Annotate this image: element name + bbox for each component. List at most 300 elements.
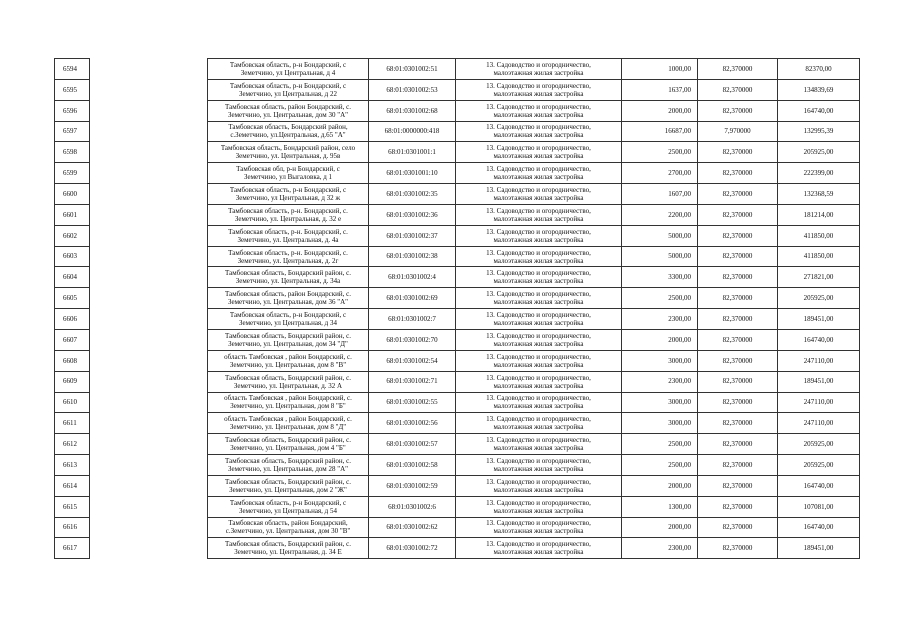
land-use-line-1: 13. Садоводство и огородничество, <box>486 394 591 403</box>
row-number: 6597 <box>55 121 90 142</box>
area-value: 3000,00 <box>622 350 698 371</box>
table-row <box>55 79 860 100</box>
address-line-1: Тамбовская область, Бондарский район, с. <box>225 269 351 278</box>
cadastral-value: 205925,00 <box>778 288 860 309</box>
address-cell <box>208 288 369 309</box>
land-use-cell <box>456 184 622 205</box>
spacer-cell <box>90 184 208 205</box>
spacer-cell <box>90 496 208 517</box>
land-use-line-2: малоэтажная жилая застройка <box>493 319 584 328</box>
row-number: 6611 <box>55 413 90 434</box>
address-line-1: Тамбовская область, р-н Бондарский, с <box>229 60 347 69</box>
unit-price: 82,370000 <box>698 329 778 350</box>
land-use-line-1: 13. Садоводство и огородничество, <box>486 123 591 132</box>
cadastral-value: 411850,00 <box>778 225 860 246</box>
row-number: 6609 <box>55 371 90 392</box>
land-use-line-2: малоэтажная жилая застройка <box>493 485 584 494</box>
unit-price: 82,370000 <box>698 475 778 496</box>
unit-price: 82,370000 <box>698 288 778 309</box>
address-line-2: Земетчино, ул. Центральная, д. 34а <box>235 277 341 286</box>
row-number: 6616 <box>55 517 90 538</box>
cadastral-number: 68:01:0301001:10 <box>369 163 456 184</box>
table-row <box>55 434 860 455</box>
address-cell <box>208 475 369 496</box>
address-line-2: Земетчино, ул. Центральная, дом 8 "Д" <box>229 423 347 432</box>
land-use-line-2: малоэтажная жилая застройка <box>493 131 584 140</box>
cadastral-number: 68:01:0301002:62 <box>369 517 456 538</box>
unit-price: 82,370000 <box>698 496 778 517</box>
row-number: 6596 <box>55 100 90 121</box>
cadastral-value: 132995,39 <box>778 121 860 142</box>
table-row <box>55 246 860 267</box>
area-value: 2000,00 <box>622 100 698 121</box>
address-line-1: Тамбовская область, р-н. Бондарский, с. <box>228 206 348 215</box>
address-line-2: Земетчино, ул. Центральная, дом 34 "Д" <box>228 339 348 348</box>
land-use-line-1: 13. Садоводство и огородничество, <box>486 248 591 257</box>
land-use-line-1: 13. Садоводство и огородничество, <box>486 165 591 174</box>
cadastral-value: 164740,00 <box>778 100 860 121</box>
address-cell <box>208 100 369 121</box>
area-value: 2300,00 <box>622 371 698 392</box>
address-cell <box>208 434 369 455</box>
cadastral-value: 222399,00 <box>778 163 860 184</box>
address-line-1: Тамбовская область, район Бондарский, с. <box>225 290 351 299</box>
address-line-1: Тамбовская область, Бондарский район, с. <box>225 456 351 465</box>
land-use-line-2: малоэтажная жилая застройка <box>493 402 584 411</box>
cadastral-number: 68:01:0301002:69 <box>369 288 456 309</box>
land-use-line-1: 13. Садоводство и огородничество, <box>486 102 591 111</box>
address-line-2: Земетчино, ул. Центральная, дом 28 "А" <box>227 464 348 473</box>
unit-price: 82,370000 <box>698 59 778 80</box>
address-line-2: Земетчино, ул. Центральная, д. 4а <box>237 235 339 244</box>
address-line-2: Земетчино, ул Центральная, д 54 <box>239 506 337 515</box>
land-use-line-2: малоэтажная жилая застройка <box>493 339 584 348</box>
table-row <box>55 392 860 413</box>
spacer-cell <box>90 329 208 350</box>
spacer-cell <box>90 100 208 121</box>
spacer-cell <box>90 225 208 246</box>
area-value: 2500,00 <box>622 142 698 163</box>
land-use-line-2: малоэтажная жилая застройка <box>493 464 584 473</box>
cadastral-value: 134839,69 <box>778 79 860 100</box>
address-line-2: Земетчино, ул. Центральная, дом 36 "А" <box>227 298 348 307</box>
address-cell <box>208 225 369 246</box>
land-use-cell <box>456 309 622 330</box>
address-line-2: Земетчино, ул Выгаловка, д 1 <box>243 173 333 182</box>
area-value: 2000,00 <box>622 475 698 496</box>
area-value: 2000,00 <box>622 517 698 538</box>
unit-price: 82,370000 <box>698 142 778 163</box>
cadastral-number: 68:01:0301002:53 <box>369 79 456 100</box>
land-use-line-1: 13. Садоводство и огородничество, <box>486 144 591 153</box>
address-cell <box>208 184 369 205</box>
area-value: 2500,00 <box>622 434 698 455</box>
land-use-cell <box>456 350 622 371</box>
land-use-line-2: малоэтажная жилая застройка <box>493 527 584 536</box>
address-line-2: Земетчино, ул Центральная, д 22 <box>239 89 337 98</box>
area-value: 5000,00 <box>622 225 698 246</box>
address-cell <box>208 538 369 559</box>
cadastral-number: 68:01:0301002:72 <box>369 538 456 559</box>
spacer-cell <box>90 538 208 559</box>
land-use-cell <box>456 517 622 538</box>
land-use-line-1: 13. Садоводство и огородничество, <box>486 185 591 194</box>
address-line-2: Земетчино, ул. Центральная, д. 32 А <box>233 381 343 390</box>
land-use-cell <box>456 163 622 184</box>
unit-price: 82,370000 <box>698 392 778 413</box>
cadastral-value: 82370,00 <box>778 59 860 80</box>
cadastral-number: 68:01:0301002:6 <box>369 496 456 517</box>
spacer-cell <box>90 163 208 184</box>
table-row <box>55 59 860 80</box>
table-row <box>55 288 860 309</box>
cadastral-number: 68:01:0301002:58 <box>369 455 456 476</box>
cadastral-number: 68:01:0000000:418 <box>369 121 456 142</box>
row-number: 6599 <box>55 163 90 184</box>
address-line-1: Тамбовская область, Бондарский район, с. <box>225 477 351 486</box>
area-value: 3300,00 <box>622 267 698 288</box>
unit-price: 82,370000 <box>698 246 778 267</box>
land-use-line-2: малоэтажная жилая застройка <box>493 381 584 390</box>
table-row <box>55 413 860 434</box>
land-use-cell <box>456 434 622 455</box>
area-value: 3000,00 <box>622 413 698 434</box>
cadastral-number: 68:01:0301002:51 <box>369 59 456 80</box>
row-number: 6605 <box>55 288 90 309</box>
unit-price: 82,370000 <box>698 184 778 205</box>
cadastral-value: 205925,00 <box>778 142 860 163</box>
land-use-line-1: 13. Садоводство и огородничество, <box>486 352 591 361</box>
land-use-line-1: 13. Садоводство и огородничество, <box>486 477 591 486</box>
land-use-cell <box>456 455 622 476</box>
address-cell <box>208 309 369 330</box>
row-number: 6601 <box>55 204 90 225</box>
spacer-cell <box>90 288 208 309</box>
land-use-line-1: 13. Садоводство и огородничество, <box>486 81 591 90</box>
address-line-2: Земетчино, ул Центральная, д 34 <box>239 319 337 328</box>
row-number: 6598 <box>55 142 90 163</box>
area-value: 16687,00 <box>622 121 698 142</box>
address-line-2: Земетчино, ул. Центральная, дом 4 "Б" <box>230 444 346 453</box>
land-use-cell <box>456 59 622 80</box>
spacer-cell <box>90 517 208 538</box>
address-line-1: Тамбовская область, Бондарский район, с. <box>225 373 351 382</box>
land-use-line-1: 13. Садоводство и огородничество, <box>486 331 591 340</box>
address-cell <box>208 204 369 225</box>
table-row <box>55 329 860 350</box>
address-line-2: Земетчино, ул. Центральная, дом 8 "Б" <box>230 402 346 411</box>
land-plots-table <box>54 58 860 559</box>
address-cell <box>208 267 369 288</box>
cadastral-value: 189451,00 <box>778 538 860 559</box>
land-use-line-1: 13. Садоводство и огородничество, <box>486 269 591 278</box>
address-line-1: область Тамбовская , район Бондарский, с. <box>224 415 352 424</box>
cadastral-number: 68:01:0301002:38 <box>369 246 456 267</box>
cadastral-value: 189451,00 <box>778 309 860 330</box>
cadastral-value: 247110,00 <box>778 413 860 434</box>
cadastral-value: 164740,00 <box>778 329 860 350</box>
land-use-line-1: 13. Садоводство и огородничество, <box>486 415 591 424</box>
address-line-1: область Тамбовская , район Бондарский, с. <box>224 394 352 403</box>
land-use-cell <box>456 329 622 350</box>
address-cell <box>208 413 369 434</box>
row-number: 6610 <box>55 392 90 413</box>
land-use-line-1: 13. Садоводство и огородничество, <box>486 436 591 445</box>
land-use-line-2: малоэтажная жилая застройка <box>493 298 584 307</box>
spacer-cell <box>90 267 208 288</box>
address-line-1: Тамбовская область, р-н Бондарский, с <box>229 81 347 90</box>
land-use-cell <box>456 142 622 163</box>
land-use-line-2: малоэтажная жилая застройка <box>493 152 584 161</box>
unit-price: 82,370000 <box>698 100 778 121</box>
spacer-cell <box>90 142 208 163</box>
cadastral-value: 411850,00 <box>778 246 860 267</box>
spacer-cell <box>90 434 208 455</box>
unit-price: 82,370000 <box>698 204 778 225</box>
land-use-cell <box>456 204 622 225</box>
cadastral-number: 68:01:0301002:70 <box>369 329 456 350</box>
row-number: 6607 <box>55 329 90 350</box>
address-line-1: Тамбовская область, Бондарский район, с. <box>225 540 351 549</box>
land-use-line-2: малоэтажная жилая застройка <box>493 256 584 265</box>
table-row <box>55 350 860 371</box>
address-line-1: Тамбовская область, Бондарский район, с. <box>225 331 351 340</box>
unit-price: 82,370000 <box>698 350 778 371</box>
address-line-1: Тамбовская область, р-н Бондарский, с <box>229 185 347 194</box>
area-value: 1607,00 <box>622 184 698 205</box>
land-use-cell <box>456 225 622 246</box>
unit-price: 82,370000 <box>698 163 778 184</box>
unit-price: 82,370000 <box>698 267 778 288</box>
address-cell <box>208 496 369 517</box>
row-number: 6615 <box>55 496 90 517</box>
row-number: 6613 <box>55 455 90 476</box>
land-use-line-2: малоэтажная жилая застройка <box>493 360 584 369</box>
table-row <box>55 121 860 142</box>
cadastral-number: 68:01:0301002:35 <box>369 184 456 205</box>
land-use-line-2: малоэтажная жилая застройка <box>493 548 584 557</box>
area-value: 2200,00 <box>622 204 698 225</box>
table-row <box>55 538 860 559</box>
land-use-line-1: 13. Садоводство и огородничество, <box>486 498 591 507</box>
land-use-line-1: 13. Садоводство и огородничество, <box>486 227 591 236</box>
cadastral-number: 68:01:0301002:37 <box>369 225 456 246</box>
land-use-line-1: 13. Садоводство и огородничество, <box>486 519 591 528</box>
land-use-line-2: малоэтажная жилая застройка <box>493 214 584 223</box>
row-number: 6595 <box>55 79 90 100</box>
land-use-cell <box>456 246 622 267</box>
cadastral-value: 164740,00 <box>778 475 860 496</box>
land-use-line-2: малоэтажная жилая застройка <box>493 68 584 77</box>
address-line-1: область Тамбовская , район Бондарский, с. <box>224 352 352 361</box>
cadastral-value: 205925,00 <box>778 434 860 455</box>
address-line-2: Земетчино, ул. Центральная, дом 30 "А" <box>227 110 348 119</box>
unit-price: 82,370000 <box>698 517 778 538</box>
unit-price: 7,970000 <box>698 121 778 142</box>
address-line-2: Земетчино, ул Центральная, д 32 ж <box>235 193 341 202</box>
spacer-cell <box>90 413 208 434</box>
address-line-2: Земетчино, ул. Центральная, д. 34 Е <box>234 548 342 557</box>
table-row <box>55 204 860 225</box>
land-use-line-1: 13. Садоводство и огородничество, <box>486 311 591 320</box>
unit-price: 82,370000 <box>698 309 778 330</box>
row-number: 6614 <box>55 475 90 496</box>
table-row <box>55 100 860 121</box>
address-cell <box>208 371 369 392</box>
area-value: 2300,00 <box>622 538 698 559</box>
land-use-line-1: 13. Садоводство и огородничество, <box>486 540 591 549</box>
table-row <box>55 163 860 184</box>
cadastral-value: 181214,00 <box>778 204 860 225</box>
cadastral-value: 205925,00 <box>778 455 860 476</box>
table-row <box>55 309 860 330</box>
table-row <box>55 225 860 246</box>
land-use-cell <box>456 79 622 100</box>
address-line-1: Тамбовская область, р-н Бондарский, с <box>229 498 347 507</box>
land-use-cell <box>456 288 622 309</box>
area-value: 2000,00 <box>622 329 698 350</box>
spacer-cell <box>90 475 208 496</box>
spacer-cell <box>90 59 208 80</box>
address-cell <box>208 517 369 538</box>
spacer-cell <box>90 121 208 142</box>
table-row <box>55 184 860 205</box>
land-use-line-2: малоэтажная жилая застройка <box>493 110 584 119</box>
spacer-cell <box>90 309 208 330</box>
address-cell <box>208 163 369 184</box>
address-cell <box>208 455 369 476</box>
address-line-2: Земетчино, ул Центральная, д 4 <box>240 68 336 77</box>
area-value: 3000,00 <box>622 392 698 413</box>
cadastral-number: 68:01:0301002:36 <box>369 204 456 225</box>
land-use-cell <box>456 538 622 559</box>
land-use-line-2: малоэтажная жилая застройка <box>493 89 584 98</box>
unit-price: 82,370000 <box>698 79 778 100</box>
spacer-cell <box>90 350 208 371</box>
land-use-line-1: 13. Садоводство и огородничество, <box>486 206 591 215</box>
cadastral-value: 247110,00 <box>778 350 860 371</box>
row-number: 6608 <box>55 350 90 371</box>
cadastral-number: 68:01:0301002:56 <box>369 413 456 434</box>
land-use-line-2: малоэтажная жилая застройка <box>493 235 584 244</box>
row-number: 6617 <box>55 538 90 559</box>
row-number: 6603 <box>55 246 90 267</box>
cadastral-number: 68:01:0301002:59 <box>369 475 456 496</box>
address-line-2: Земетчино, ул. Центральная, дом 2 "Ж" <box>229 485 347 494</box>
unit-price: 82,370000 <box>698 225 778 246</box>
land-use-line-1: 13. Садоводство и огородничество, <box>486 456 591 465</box>
cadastral-value: 189451,00 <box>778 371 860 392</box>
land-use-cell <box>456 392 622 413</box>
unit-price: 82,370000 <box>698 434 778 455</box>
address-line-2: Земетчино, ул. Центральная, д. 95в <box>235 152 341 161</box>
cadastral-value: 107081,00 <box>778 496 860 517</box>
address-line-1: Тамбовская область, район Бондарский, <box>228 519 348 528</box>
land-use-line-1: 13. Садоводство и огородничество, <box>486 290 591 299</box>
land-use-cell <box>456 413 622 434</box>
table-row <box>55 455 860 476</box>
address-line-1: Тамбовская область, Бондарский район, село <box>220 144 356 153</box>
cadastral-number: 68:01:0301002:7 <box>369 309 456 330</box>
land-use-cell <box>456 121 622 142</box>
row-number: 6594 <box>55 59 90 80</box>
address-line-2: Земетчино, ул. Центральная, д. 32 е <box>234 214 342 223</box>
land-use-line-1: 13. Садоводство и огородничество, <box>486 373 591 382</box>
address-line-1: Тамбовская обл, р-н Бондарский, с <box>236 165 340 174</box>
table-row <box>55 371 860 392</box>
row-number: 6604 <box>55 267 90 288</box>
area-value: 1637,00 <box>622 79 698 100</box>
land-use-line-2: малоэтажная жилая застройка <box>493 506 584 515</box>
area-value: 1000,00 <box>622 59 698 80</box>
unit-price: 82,370000 <box>698 538 778 559</box>
row-number: 6612 <box>55 434 90 455</box>
spacer-cell <box>90 246 208 267</box>
area-value: 5000,00 <box>622 246 698 267</box>
spacer-cell <box>90 204 208 225</box>
unit-price: 82,370000 <box>698 455 778 476</box>
address-line-1: Тамбовская область, Бондарский район, <box>228 123 348 132</box>
address-cell <box>208 329 369 350</box>
unit-price: 82,370000 <box>698 371 778 392</box>
address-cell <box>208 142 369 163</box>
row-number: 6606 <box>55 309 90 330</box>
table-row <box>55 142 860 163</box>
address-line-1: Тамбовская область, р-н Бондарский, с <box>229 311 347 320</box>
land-use-line-2: малоэтажная жилая застройка <box>493 444 584 453</box>
table-row <box>55 496 860 517</box>
cadastral-number: 68:01:0301002:57 <box>369 434 456 455</box>
address-cell <box>208 350 369 371</box>
cadastral-number: 68:01:0301002:71 <box>369 371 456 392</box>
area-value: 2500,00 <box>622 455 698 476</box>
cadastral-number: 68:01:0301002:55 <box>369 392 456 413</box>
land-use-line-2: малоэтажная жилая застройка <box>493 277 584 286</box>
address-line-1: Тамбовская область, район Бондарский, с. <box>225 102 351 111</box>
land-use-line-2: малоэтажная жилая застройка <box>493 423 584 432</box>
area-value: 2700,00 <box>622 163 698 184</box>
address-cell <box>208 246 369 267</box>
table-row <box>55 475 860 496</box>
spacer-cell <box>90 79 208 100</box>
address-line-1: Тамбовская область, р-н. Бондарский, с. <box>228 227 348 236</box>
land-use-line-2: малоэтажная жилая застройка <box>493 173 584 182</box>
land-use-cell <box>456 475 622 496</box>
table-row <box>55 267 860 288</box>
land-use-cell <box>456 267 622 288</box>
cadastral-number: 68:01:0301002:68 <box>369 100 456 121</box>
cadastral-number: 68:01:0301002:4 <box>369 267 456 288</box>
cadastral-value: 247110,00 <box>778 392 860 413</box>
address-line-2: с.Земетчино, ул. Центральная, дом 30 "В" <box>225 527 351 536</box>
address-cell <box>208 392 369 413</box>
land-use-cell <box>456 100 622 121</box>
spacer-cell <box>90 455 208 476</box>
unit-price: 82,370000 <box>698 413 778 434</box>
cadastral-value: 271821,00 <box>778 267 860 288</box>
area-value: 1300,00 <box>622 496 698 517</box>
cadastral-number: 68:01:0301002:54 <box>369 350 456 371</box>
cadastral-number: 68:01:0301001:1 <box>369 142 456 163</box>
row-number: 6602 <box>55 225 90 246</box>
address-cell <box>208 79 369 100</box>
spacer-cell <box>90 371 208 392</box>
address-cell <box>208 59 369 80</box>
address-line-1: Тамбовская область, Бондарский район, с. <box>225 436 351 445</box>
land-use-cell <box>456 496 622 517</box>
land-use-line-2: малоэтажная жилая застройка <box>493 193 584 202</box>
table-row <box>55 517 860 538</box>
